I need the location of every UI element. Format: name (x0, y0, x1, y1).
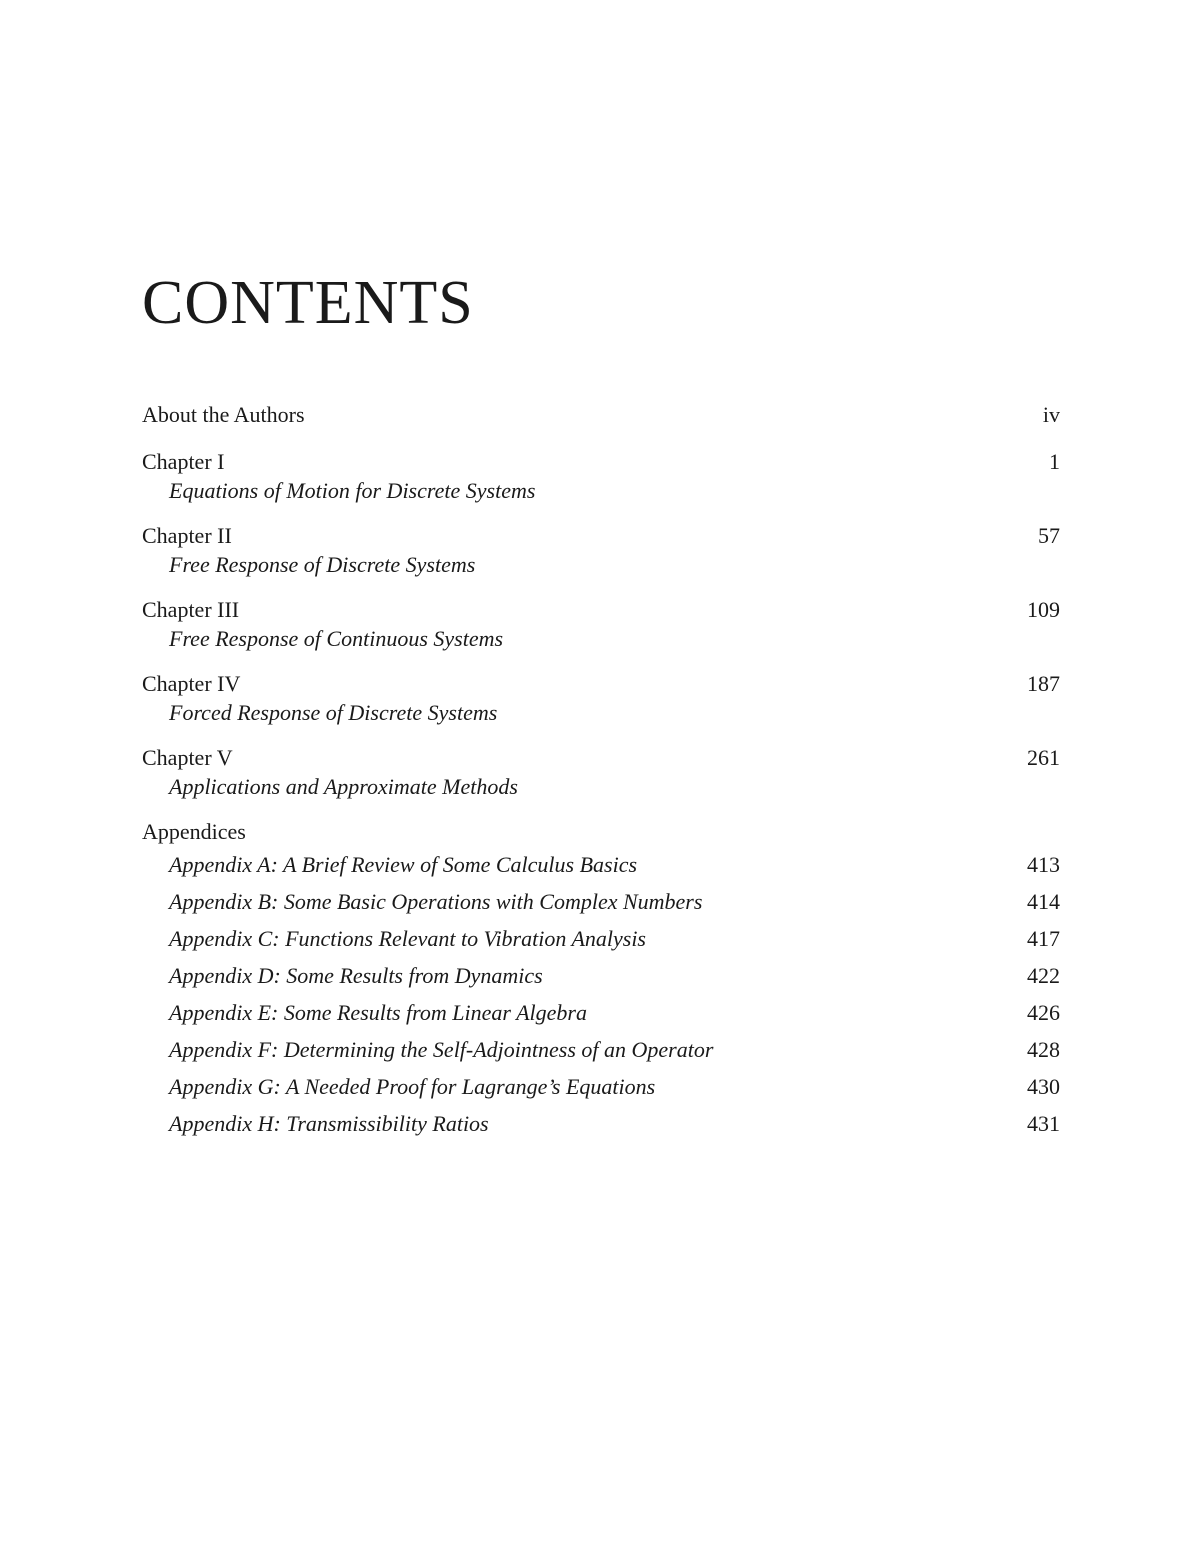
toc-entry-appendix-d[interactable] (142, 957, 1060, 994)
toc-entry-label: Chapter V (142, 745, 233, 770)
toc-entry-about-authors[interactable] (142, 400, 1060, 429)
toc-entry-label: Chapter I (142, 449, 225, 474)
toc-entry-chapter-4[interactable] (142, 669, 1060, 698)
toc-page-number: 109 (1027, 597, 1060, 622)
toc-entry-appendix-h[interactable] (142, 1105, 1060, 1142)
page-title: CONTENTS (142, 269, 474, 337)
toc-page-number: 187 (1027, 671, 1060, 696)
toc-entry-chapter-2[interactable] (142, 521, 1060, 550)
toc-entry-label: Appendix H: Transmissibility Ratios (169, 1111, 489, 1136)
toc-appendices-heading (142, 817, 1060, 846)
toc-chapter-subtitle: Applications and Approximate Methods (169, 774, 518, 799)
toc-entry-appendix-e[interactable] (142, 994, 1060, 1031)
toc-entry-label: Appendix G: A Needed Proof for Lagrange’s Equations (169, 1074, 656, 1099)
table-of-contents (142, 400, 1060, 1142)
toc-entry-chapter-3[interactable] (142, 595, 1060, 624)
toc-entry-label: Appendix B: Some Basic Operations with Complex Numbers (169, 889, 703, 914)
toc-entry-label: Chapter IV (142, 671, 241, 696)
toc-page-number: 413 (1027, 852, 1060, 877)
toc-entry-appendix-c[interactable] (142, 920, 1060, 957)
toc-page-number: 414 (1027, 889, 1060, 914)
toc-entry-appendix-a[interactable] (142, 846, 1060, 883)
toc-page-number: 426 (1027, 1000, 1060, 1025)
toc-entry-label: Chapter II (142, 523, 232, 548)
toc-page-number: 428 (1027, 1037, 1060, 1062)
toc-entry-appendix-b[interactable] (142, 883, 1060, 920)
toc-chapter-subtitle: Equations of Motion for Discrete Systems (169, 478, 536, 503)
toc-entry-label: Appendix E: Some Results from Linear Algebra (169, 1000, 587, 1025)
toc-page-number: 430 (1027, 1074, 1060, 1099)
toc-entry-chapter-1[interactable] (142, 447, 1060, 476)
toc-page-number: 417 (1027, 926, 1060, 951)
toc-entry-appendix-f[interactable] (142, 1031, 1060, 1068)
toc-chapter-subtitle: Free Response of Continuous Systems (169, 626, 504, 651)
toc-entry-label: Chapter III (142, 597, 240, 622)
toc-page-number: 431 (1027, 1111, 1060, 1136)
toc-page-number: iv (1042, 402, 1060, 427)
toc-page-number: 422 (1027, 963, 1060, 988)
toc-entry-chapter-5[interactable] (142, 743, 1060, 772)
toc-page-number: 261 (1027, 745, 1060, 770)
toc-entry-appendix-g[interactable] (142, 1068, 1060, 1105)
toc-entry-label: Appendix C: Functions Relevant to Vibration Analysis (169, 926, 646, 951)
toc-entry-label: About the Authors (142, 402, 305, 427)
toc-entry-label: Appendices (142, 819, 246, 844)
toc-entry-label: Appendix D: Some Results from Dynamics (169, 963, 543, 988)
toc-page-number: 57 (1038, 523, 1060, 548)
toc-page-number: 1 (1049, 449, 1060, 474)
toc-chapter-subtitle: Free Response of Discrete Systems (169, 552, 476, 577)
toc-chapter-subtitle: Forced Response of Discrete Systems (169, 700, 498, 725)
toc-entry-label: Appendix F: Determining the Self-Adjointness of an Operator (169, 1037, 714, 1062)
toc-entry-label: Appendix A: A Brief Review of Some Calculus Basics (169, 852, 638, 877)
